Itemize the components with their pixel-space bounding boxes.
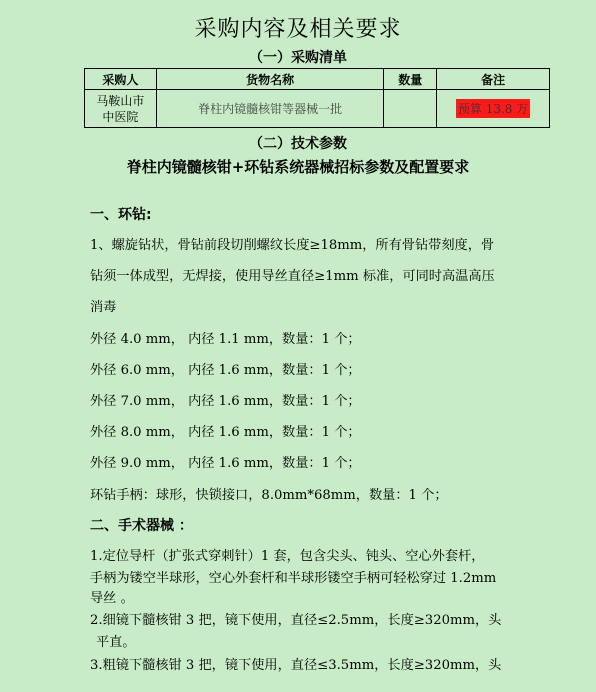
purchaser-name-line: 马鞍山市	[96, 93, 145, 108]
table-header-cell: 货物名称	[156, 69, 383, 90]
table-header-cell: 数量	[384, 69, 437, 90]
text-line: 外径 8.0 mm， 内径 1.6 mm，数量：1 个；	[90, 425, 361, 440]
text-line: 平直。	[96, 635, 136, 650]
text-line: 3.粗镜下髓核钳 3 把，镜下使用，直径≤3.5mm，长度≥320mm，头	[90, 658, 502, 673]
table-row	[85, 90, 550, 128]
table-header-cell: 备注	[437, 69, 550, 90]
purchase-table	[84, 68, 550, 128]
part-heading-surgical-instruments: 二、手术器械 ：	[90, 518, 193, 534]
text-line: 外径 6.0 mm， 内径 1.6 mm，数量：1 个；	[90, 363, 361, 378]
text-line: 外径 4.0 mm， 内径 1.1 mm，数量：1 个；	[90, 332, 361, 347]
quantity-cell	[384, 90, 437, 128]
purchaser-name-line: 中医院	[102, 109, 139, 124]
table-header-cell: 采购人	[85, 69, 157, 90]
text-line: 1、螺旋钻状，骨钻前段切削螺纹长度≥18mm，所有骨钻带刻度，骨	[90, 238, 495, 253]
text-line: 导丝 。	[90, 591, 134, 606]
section-heading-purchase-list: （一）采购清单	[249, 50, 347, 66]
text-line: 2.细镜下髓核钳 3 把，镜下使用，直径≤2.5mm，长度≥320mm，头	[90, 613, 502, 628]
text-line: 消毒	[90, 300, 117, 315]
text-line: 外径 7.0 mm， 内径 1.6 mm，数量：1 个；	[90, 394, 361, 409]
text-line: 手柄为镂空半球形，空心外套杆和半球形镂空手柄可轻松穿过 1.2mm	[90, 571, 497, 586]
spec-title: 脊柱内镜髓核钳+环钻系统器械招标参数及配置要求	[126, 158, 470, 176]
text-line: 钻须一体成型，无焊接，使用导丝直径≥1mm 标准，可同时高温高压	[90, 269, 495, 284]
document-title: 采购内容及相关要求	[194, 17, 402, 42]
section-heading-tech-params: （二）技术参数	[249, 136, 347, 152]
purchaser-cell	[85, 90, 157, 128]
goods-cell: 脊柱内镜髓核钳等器械一批	[156, 90, 383, 128]
part-heading-trephine: 一、环钻:	[90, 207, 152, 223]
note-cell	[437, 90, 550, 128]
budget-highlight: 预算 13.8 万	[456, 99, 530, 118]
text-line: 1.定位导杆（扩张式穿刺针）1 套，包含尖头、钝头、空心外套杆，	[90, 549, 485, 564]
table-header-row	[85, 69, 550, 90]
text-line: 环钻手柄：球形，快锁接口，8.0mm*68mm，数量：1 个；	[90, 488, 448, 503]
text-line: 外径 9.0 mm， 内径 1.6 mm，数量：1 个；	[90, 456, 361, 471]
